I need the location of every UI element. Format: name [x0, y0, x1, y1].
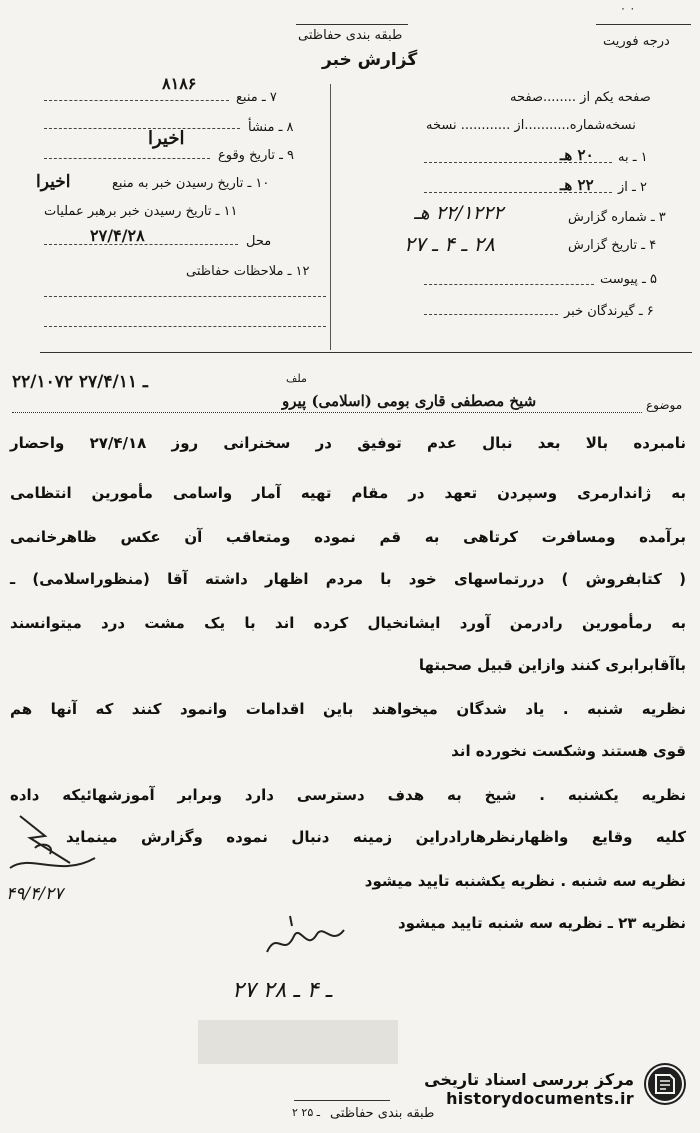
- watermark: [424, 1070, 634, 1108]
- location-dots: [44, 244, 238, 245]
- report-number-value: ۲۲/۱۲۲۲ هـ: [414, 202, 504, 224]
- report-date-value: ۲۸ ـ ۴ ـ ۲۷: [404, 232, 495, 256]
- watermark-url: historydocuments.ir: [446, 1089, 634, 1108]
- archive-logo-icon: [644, 1063, 686, 1105]
- column-divider: [330, 84, 331, 350]
- priority-label: درجه فوریت: [603, 34, 670, 49]
- page-line: صفحه یکم از ........صفحه: [510, 90, 651, 105]
- event-date-value: اخیرا: [148, 128, 185, 149]
- security-notes-label: ۱۲ ـ ملاحظات حفاظتی: [186, 264, 310, 279]
- body-line-4: ( کتابفروش ) دررتماسهای خود با مردم اظهار داشته آقا (منظوراسلامی) ـ: [10, 570, 686, 588]
- field-from-label: ۲ ـ از: [618, 180, 647, 195]
- source-receipt-value: اخیرا: [36, 172, 71, 192]
- header-bottom-rule: [40, 352, 692, 353]
- event-date-dots: [44, 158, 210, 159]
- copy-line: نسخه‌شماره...........از ............ نسخه: [426, 118, 636, 133]
- attachment-dots: [424, 284, 594, 285]
- subject-label: موضوع: [646, 398, 683, 412]
- notes-dots-1: [44, 296, 326, 297]
- body-line-9: نظریه یکشنبه . شیخ به هدف دسترسی دارد وبرابر آموزشهائیکه داده: [10, 786, 686, 804]
- body-line-12: نظریه ۲۳ ـ نظریه سه شنبه تایید میشود: [397, 914, 686, 932]
- body-line-2: به ژاندارمری وسپردن تعهد در مقام تهیه آمار واسامی مأمورین انتظامی: [10, 484, 686, 502]
- location-label: محل: [246, 234, 272, 249]
- report-number-label: ۳ ـ شماره گزارش: [568, 210, 666, 225]
- source-value: ۸۱۸۶: [162, 74, 197, 93]
- subject-text: شیخ مصطفی قاری بومی (اسلامی) پیرو: [282, 392, 537, 410]
- reference-numbers: ۲۲/۱۰۷۲ ـ ۲۷/۴/۱۱: [12, 372, 148, 392]
- report-date-label: ۴ ـ تاریخ گزارش: [568, 238, 657, 253]
- notes-dots-2: [44, 326, 326, 327]
- header-rule: [296, 24, 408, 25]
- body-line-6: باآقابرابری کنند وازاین قبیل صحبتها: [418, 656, 686, 674]
- subject-stamp: ملف: [286, 372, 307, 385]
- field-from-dots: [424, 192, 612, 193]
- field-to-value: ۲۰ هـ: [560, 146, 594, 164]
- report-title: گزارش خبر: [322, 50, 418, 70]
- faded-stamp: [198, 1020, 398, 1064]
- body-line-3: برآمده ومسافرت کرتاهی به قم نموده ومتعاقب آن عکس ظاهرخانمی: [10, 528, 686, 546]
- priority-rule: [596, 24, 691, 25]
- field-from-value: ۲۲ هـ: [560, 176, 594, 194]
- recipients-dots: [424, 314, 558, 315]
- leader-receipt-label: ۱۱ ـ تاریخ رسیدن خبر برهبر عملیات: [44, 204, 238, 219]
- source-receipt-label: ۱۰ ـ تاریخ رسیدن خبر به منبع: [112, 176, 270, 191]
- signature: [262, 912, 352, 964]
- footer-rule: [294, 1100, 390, 1101]
- margin-date-note: ۴۹/۴/۲۷: [6, 884, 64, 904]
- top-marks: ۰ ۰: [620, 2, 636, 15]
- body-line-1: نامبرده بالا بعد نبال عدم توفیق در سخنرانی روز ۲۷/۴/۱۸ واحضار: [10, 434, 686, 452]
- classification-top: طبقه بندی حفاظتی: [298, 28, 403, 43]
- form-number: ۲ ـ ۲۵: [292, 1106, 320, 1119]
- classification-bottom: طبقه بندی حفاظتی: [330, 1106, 435, 1121]
- leader-receipt-value: ۲۷/۴/۲۸: [90, 226, 145, 245]
- watermark-persian: مرکز بررسی اسناد تاریخی: [424, 1070, 634, 1089]
- recipients-label: ۶ ـ گیرندگان خبر: [564, 304, 654, 319]
- attachment-label: ۵ ـ پیوست: [600, 272, 657, 287]
- body-line-5: به رمأمورین رادرمن آورد ایشانخیال کرده اند با یک مشت درد میتوانسند: [10, 614, 686, 632]
- origin-label: ۸ ـ منشأ: [248, 120, 294, 135]
- signature-date: ۲۷ ـ ۴ ـ ۲۸: [232, 978, 332, 1003]
- subject-dots: [12, 412, 642, 413]
- body-line-11: نظریه سه شنبه . نظریه یکشنبه تایید میشود: [364, 872, 686, 890]
- field-to-dots: [424, 162, 612, 163]
- source-label: ۷ ـ منبع: [236, 90, 277, 105]
- origin-dots: [44, 128, 240, 129]
- source-dots: [44, 100, 229, 101]
- field-to-label: ۱ ـ به: [618, 150, 648, 165]
- body-line-8: قوی هستند وشکست نخورده اند: [451, 742, 686, 760]
- body-line-7: نظریه شنبه . یاد شدگان میخواهند باین اقدامات وانمود کنند که آنها هم: [10, 700, 686, 718]
- body-line-10: کلیه وقایع واظهارنظرهارادراین زمینه دنبال نموده وگزارش مینماید: [66, 828, 686, 846]
- event-date-label: ۹ ـ تاریخ وقوع: [218, 148, 295, 163]
